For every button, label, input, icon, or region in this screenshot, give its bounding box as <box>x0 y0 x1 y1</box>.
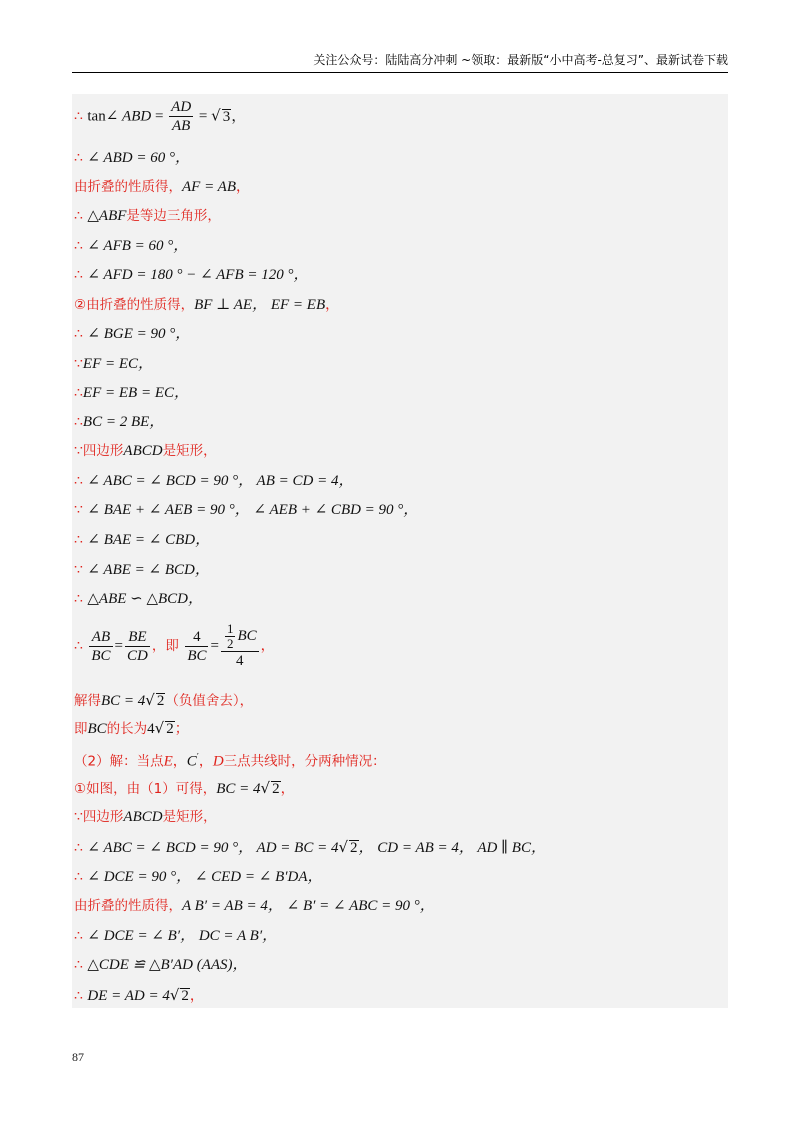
line-28: ∴ △CDE ≌ △B′AD (AAS)， <box>74 957 248 973</box>
line-22: ①如图，由（1）可得，BC = 4√ 2， <box>74 779 295 797</box>
line-29: ∴ DE = AD = 4√ 2， <box>74 986 204 1004</box>
fraction: $\frac{AB}{BC}$ <box>91 628 111 664</box>
line-15: ∴ ∠ BAE = ∠ CBD， <box>74 532 211 548</box>
line-13: ∴ ∠ ABC = ∠ BCD = 90 °， AB = CD = 4， <box>74 473 354 489</box>
fraction: $\frac{4}{BC}$ <box>187 628 207 664</box>
line-1: ∴ tan∠ ABD = $\frac{AD}{AB}$ = √ 3， <box>74 99 247 134</box>
line-7: ②由折叠的性质得，BF ⊥ AE， EF = EB， <box>74 297 340 313</box>
line-2: ∴ ∠ ABD = 60 °， <box>74 150 190 166</box>
line-17: ∴ △ABE ∽ △BCD， <box>74 591 204 607</box>
fraction: $\frac{AD}{AB}$ <box>171 99 192 134</box>
line-25: ∴ ∠ DCE = 90 °， ∠ CED = ∠ B′DA， <box>74 869 323 885</box>
fraction: $\frac{BE}{CD}$ <box>127 628 148 664</box>
line-4: ∴ △ABF是等边三角形， <box>74 208 221 224</box>
line-24: ∴ ∠ ABC = ∠ BCD = 90 °， AD = BC = 4√ 2， CD = AB = 4， AD ∥ BC， <box>74 838 546 856</box>
line-10: ∴EF = EB = EC， <box>74 385 189 401</box>
line-23: ∵四边形ABCD是矩形， <box>74 809 217 825</box>
line-16: ∵ ∠ ABE = ∠ BCD， <box>74 562 210 578</box>
line-14: ∵ ∠ BAE + ∠ AEB = 90 °， ∠ AEB + ∠ CBD = 90 °， <box>74 502 419 518</box>
line-18: ∴ $\frac{AB}{BC}$ = $\frac{BE}{CD}$ ，即 $\frac{4}{BC}$ = $\frac{1}{2}$ BC 4 ， <box>74 621 275 669</box>
fraction: $\frac{1}{2}$ BC 4 <box>221 622 259 670</box>
line-8: ∴ ∠ BGE = 90 °， <box>74 326 191 342</box>
page-header: 关注公众号：陆陆高分冲刺 ~领取：最新版“小中高考-总复习”、最新试卷下载 <box>72 52 728 73</box>
line-12: ∵四边形ABCD是矩形， <box>74 443 217 459</box>
solution-content <box>72 94 728 1008</box>
line-9: ∵EF = EC， <box>74 356 154 372</box>
line-21: （2）解：当点E，C′，D三点共线时，分两种情况： <box>74 753 386 770</box>
page-number: 87 <box>72 1050 84 1064</box>
line-6: ∴ ∠ AFD = 180 ° − ∠ AFB = 120 °， <box>74 267 309 283</box>
line-27: ∴ ∠ DCE = ∠ B′， DC = A B′， <box>74 928 278 944</box>
line-11: ∴BC = 2 BE， <box>74 414 165 430</box>
line-5: ∴ ∠ AFB = 60 °， <box>74 238 189 254</box>
line-3: 由折叠的性质得，AF = AB， <box>74 179 251 195</box>
line-19: 解得BC = 4√ 2（负值舍去）， <box>74 691 254 709</box>
line-26: 由折叠的性质得，A B′ = AB = 4， ∠ B′ = ∠ ABC = 90 °， <box>74 898 435 914</box>
line-20: 即BC的长为4√ 2； <box>74 719 189 737</box>
